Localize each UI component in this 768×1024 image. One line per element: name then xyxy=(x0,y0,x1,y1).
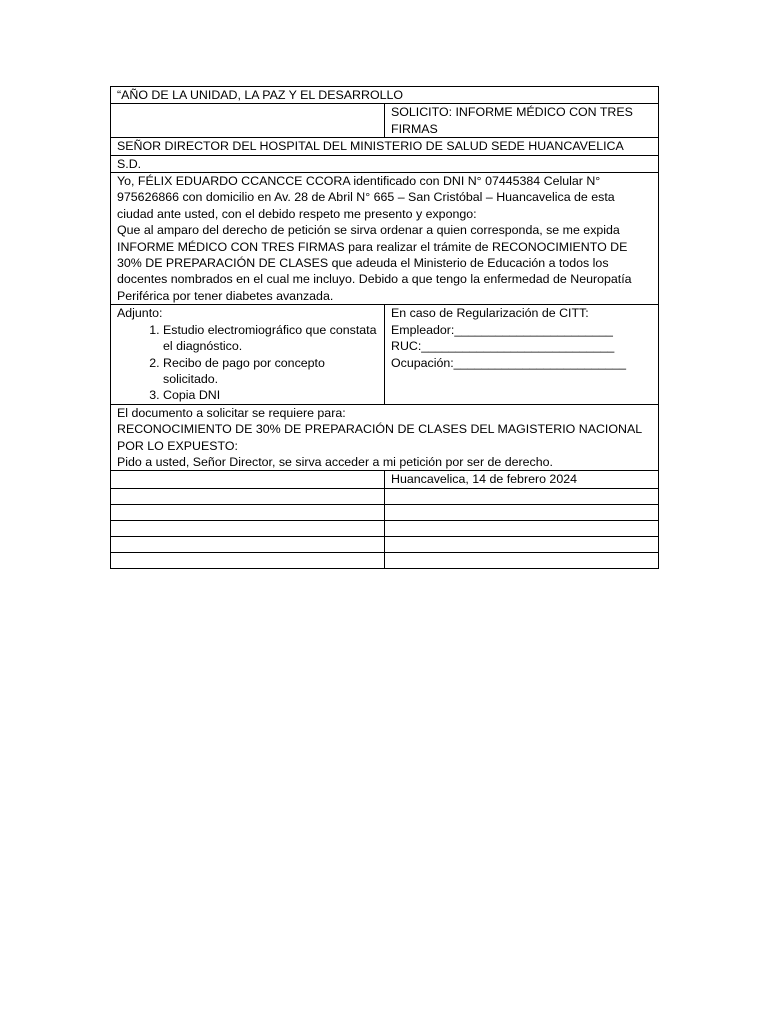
year-motto: “AÑO DE LA UNIDAD, LA PAZ Y EL DESARROLLO xyxy=(111,87,659,104)
purpose-cell xyxy=(111,404,659,471)
date-row xyxy=(111,471,659,488)
motto-row xyxy=(111,87,659,104)
recipient-row xyxy=(111,138,659,155)
request-paragraph: Que al amparo del derecho de petición se sirva ordenar a quien corresponda, se me expida INFORME MÉDICO CON TRES FIRMAS para realizar el trámite de RECONOCIMIENTO DE 30% DE PREPARACIÓN DE CLASES que adeuda el Ministerio de Educación a todos los docentes nombrados en el cual me incluyo. Debido a que tengo la enfermedad de Neuropatía Periférica por tener diabetes avanzada. xyxy=(117,223,632,303)
attachment-item: 3. Copia DNI xyxy=(163,387,378,403)
signature-row xyxy=(111,488,659,504)
empty-cell xyxy=(385,488,659,504)
purpose-detail: RECONOCIMIENTO DE 30% DE PREPARACIÓN DE CLASES DEL MAGISTERIO NACIONAL xyxy=(117,422,643,437)
salutation: S.D. xyxy=(111,155,659,172)
purpose-intro: El documento a solicitar se requiere para: xyxy=(117,405,346,420)
empty-cell xyxy=(111,488,385,504)
signature-row xyxy=(111,504,659,520)
date-blank-cell xyxy=(111,471,385,488)
empty-cell xyxy=(111,536,385,552)
ruc-field: RUC:____________________________ xyxy=(391,339,615,354)
empty-cell xyxy=(385,520,659,536)
occupation-field: Ocupación:_________________________ xyxy=(391,355,626,370)
body-row xyxy=(111,173,659,305)
purpose-row xyxy=(111,404,659,471)
empty-cell xyxy=(111,520,385,536)
signature-row xyxy=(111,520,659,536)
place-date: Huancavelica, 14 de febrero 2024 xyxy=(385,471,659,488)
attachments-list xyxy=(117,322,378,404)
empty-cell xyxy=(385,504,659,520)
citt-heading: En caso de Regularización de CITT: xyxy=(391,306,589,321)
empty-cell xyxy=(385,536,659,552)
subject-blank-cell xyxy=(111,104,385,138)
attachments-cell xyxy=(111,305,385,404)
attachment-item: 1. Estudio electromiográfico que constata el diagnóstico. xyxy=(163,322,378,355)
salutation-row xyxy=(111,155,659,172)
recipient: SEÑOR DIRECTOR DEL HOSPITAL DEL MINISTERIO DE SALUD SEDE HUANCAVELICA xyxy=(111,138,659,155)
subject-row xyxy=(111,104,659,138)
attachment-item: 2. Recibo de pago por concepto solicitado. xyxy=(163,355,378,388)
closing-paragraph: Pido a usted, Señor Director, se sirva acceder a mi petición por ser de derecho. xyxy=(117,454,553,469)
signature-row xyxy=(111,536,659,552)
signature-row xyxy=(111,552,659,568)
empty-cell xyxy=(111,504,385,520)
attachments-row xyxy=(111,305,659,404)
attachments-label: Adjunto: xyxy=(117,306,163,321)
subject-line: SOLICITO: INFORME MÉDICO CON TRES FIRMAS xyxy=(385,104,659,138)
request-form-table xyxy=(110,86,659,569)
citt-cell xyxy=(385,305,659,404)
intro-paragraph: Yo, FÉLIX EDUARDO CCANCCE CCORA identificado con DNI N° 07445384 Celular N° 975626866 con domicilio en Av. 28 de Abril N° 665 – San Cristóbal – Huancavelica de esta ciudad ante usted, con el debido respeto me presento y expongo: xyxy=(117,174,615,221)
closing-label: POR LO EXPUESTO: xyxy=(117,438,238,453)
employer-field: Empleador:_______________________ xyxy=(391,322,613,337)
empty-cell xyxy=(111,552,385,568)
body-cell xyxy=(111,173,659,305)
empty-cell xyxy=(385,552,659,568)
